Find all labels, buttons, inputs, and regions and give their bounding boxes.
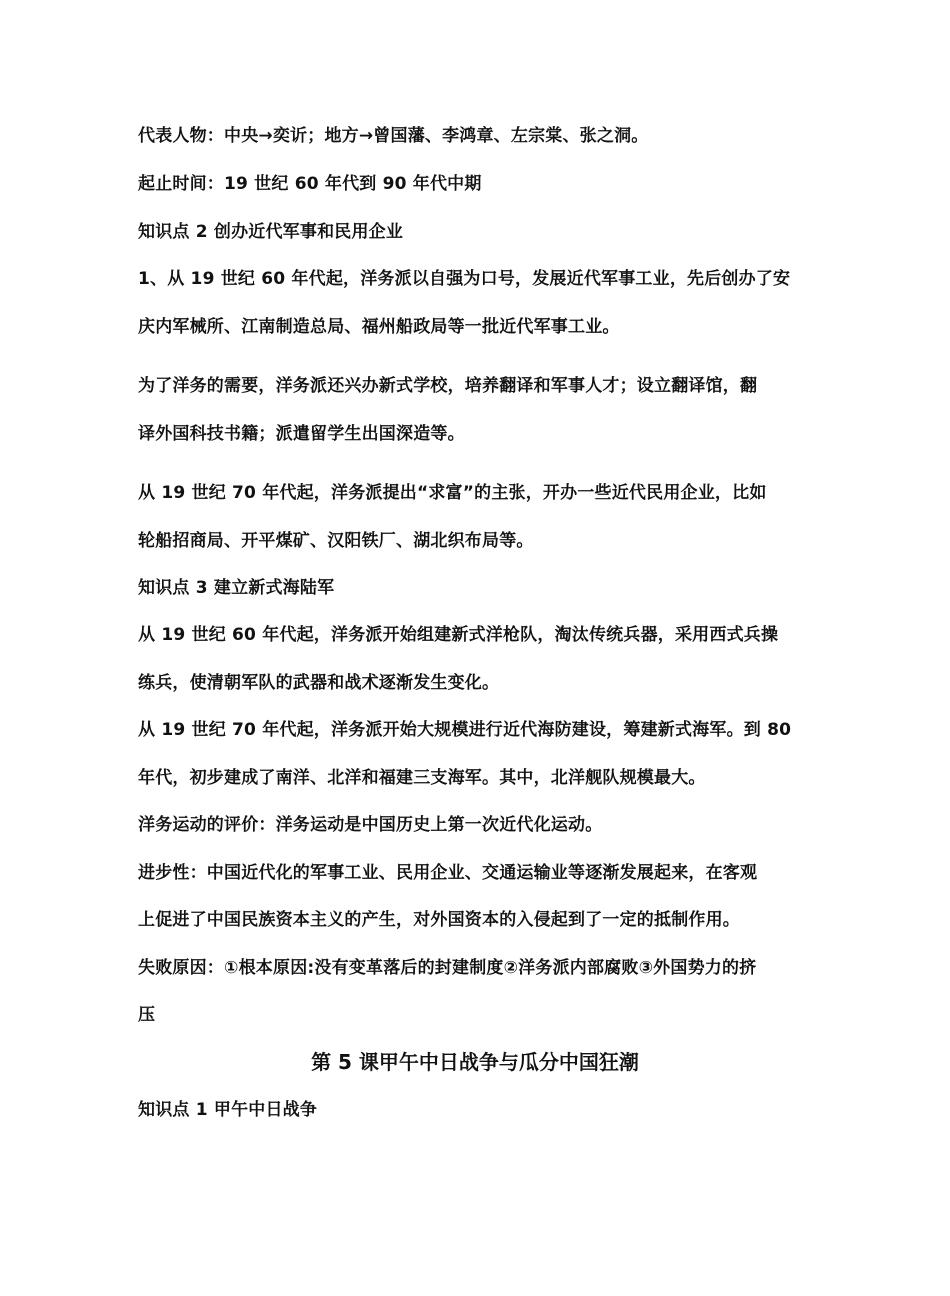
text-line-military-industry-1: 1、从 19 世纪 60 年代起，洋务派以自强为口号，发展近代军事工业，先后创办了安 xyxy=(138,269,791,289)
text-line-army-2: 练兵，使清朝军队的武器和战术逐渐发生变化。 xyxy=(138,673,500,693)
text-line-failure-1: 失败原因：①根本原因:没有变革落后的封建制度②洋务派内部腐败③外国势力的挤 xyxy=(138,958,757,978)
text-line-army-1: 从 19 世纪 60 年代起，洋务派开始组建新式洋枪队，淘汰传统兵器，采用西式兵操 xyxy=(138,625,779,645)
section-heading-knowledge-3: 知识点 3 建立新式海陆军 xyxy=(138,578,335,598)
text-line-navy-1: 从 19 世纪 70 年代起，洋务派开始大规模进行近代海防建设，筹建新式海军。到 80 xyxy=(138,720,792,740)
text-line-progress-2: 上促进了中国民族资本主义的产生，对外国资本的入侵起到了一定的抵制作用。 xyxy=(138,910,740,930)
text-line-civil-enterprise-1: 从 19 世纪 70 年代起，洋务派提出“求富”的主张，开办一些近代民用企业，比如 xyxy=(138,483,767,503)
text-line-schools-2: 译外国科技书籍；派遣留学生出国深造等。 xyxy=(138,424,465,444)
section-heading-knowledge-1: 知识点 1 甲午中日战争 xyxy=(138,1100,318,1120)
text-line-navy-2: 年代，初步建成了南洋、北洋和福建三支海军。其中，北洋舰队规模最大。 xyxy=(138,768,706,788)
text-line-failure-2: 压 xyxy=(138,1005,156,1025)
text-line-schools-1: 为了洋务的需要，洋务派还兴办新式学校，培养翻译和军事人才；设立翻译馆，翻 xyxy=(138,376,758,396)
text-line-civil-enterprise-2: 轮船招商局、开平煤矿、汉阳铁厂、湖北织布局等。 xyxy=(138,531,534,551)
text-line-representatives: 代表人物：中央→奕䜣；地方→曾国藩、李鸿章、左宗棠、张之洞。 xyxy=(138,126,649,146)
section-heading-knowledge-2: 知识点 2 创办近代军事和民用企业 xyxy=(138,222,404,242)
text-line-military-industry-2: 庆内军械所、江南制造总局、福州船政局等一批近代军事工业。 xyxy=(138,317,620,337)
lesson-title: 第 5 课甲午中日战争与瓜分中国狂潮 xyxy=(311,1050,639,1074)
text-line-progress-1: 进步性：中国近代化的军事工业、民用企业、交通运输业等逐渐发展起来，在客观 xyxy=(138,863,758,883)
text-line-evaluation: 洋务运动的评价：洋务运动是中国历史上第一次近代化运动。 xyxy=(138,815,603,835)
text-line-period: 起止时间：19 世纪 60 年代到 90 年代中期 xyxy=(138,174,482,194)
